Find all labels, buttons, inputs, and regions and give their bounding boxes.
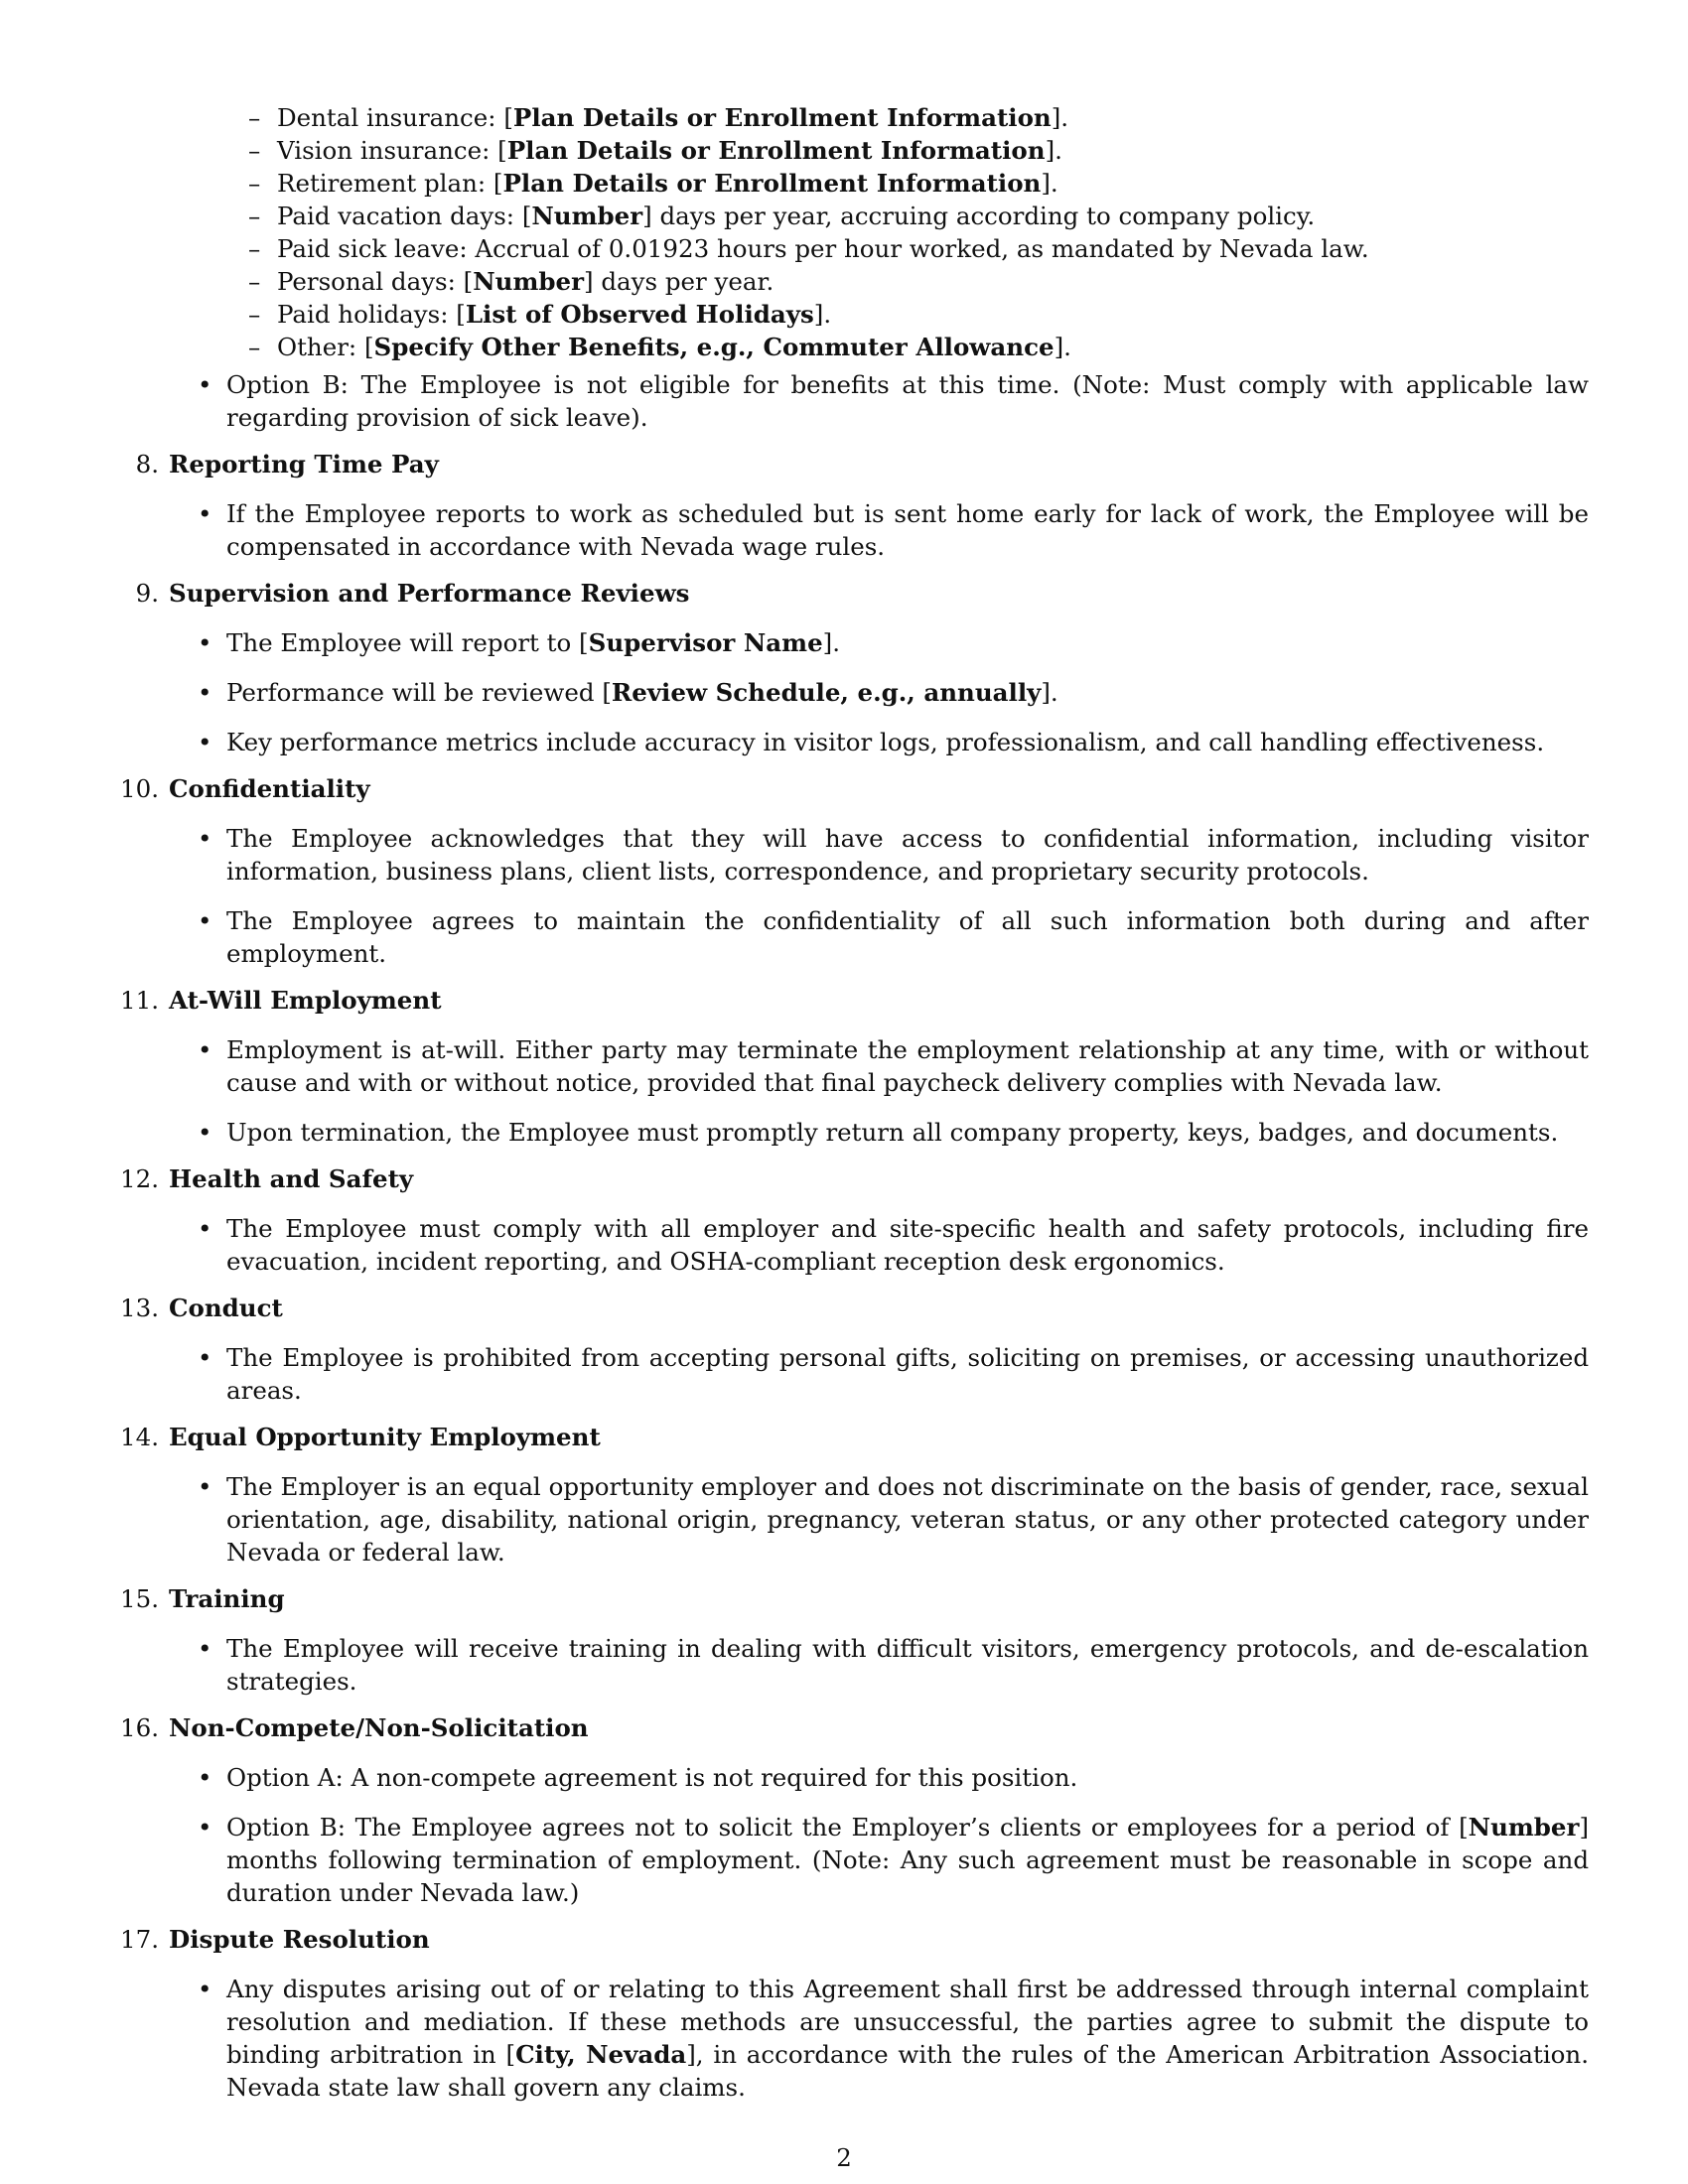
section-bullet [198,1973,1589,2104]
text-segment: Personal days: [ [277,267,474,296]
section-number: 12. [120,1164,159,1193]
bullet-marker: • [198,1813,212,1842]
text-segment: ]. [822,628,841,657]
benefit-text [277,101,1589,134]
dash-marker: – [248,234,261,263]
text-segment: Employment is at-will. Either party may terminate the employment relationship at any time, with or without cause and with or without notice, provided that final paycheck delivery complies with Nevada law. [226,1035,1589,1097]
text-segment: ] days per year, accruing according to company policy. [642,202,1316,230]
document-body [120,368,1589,2104]
text-segment: Retirement plan: [ [277,169,503,198]
dash-marker: – [248,300,261,329]
bullet-marker: • [198,1343,212,1372]
section-heading [120,772,1589,805]
dash-marker: – [248,103,261,132]
text-segment: ] days per year. [584,267,774,296]
bullet-marker: • [198,1214,212,1243]
section-title: Training [169,1584,285,1613]
bullet-marker: • [198,1763,212,1792]
benefit-item [199,167,1589,200]
section-heading [120,1923,1589,1956]
bullet-marker: • [198,824,212,853]
benefit-text [277,134,1589,167]
bullet-marker: • [198,1975,212,2003]
section-number: 13. [120,1294,159,1322]
section-bullet [198,1033,1589,1099]
section-title: Conduct [169,1294,283,1322]
section [120,1292,1589,1407]
section-number: 9. [135,579,159,608]
bullet-text [226,1973,1589,2104]
section-bullet [198,497,1589,563]
bullet-text [226,1033,1589,1099]
placeholder-field: Number [1468,1813,1580,1842]
text-segment: Other: [ [277,333,374,361]
section-heading [120,1162,1589,1195]
placeholder-field: List of Observed Holidays [465,300,814,329]
bullet-text [226,1116,1589,1149]
bullet-marker: • [198,1634,212,1663]
section [120,1582,1589,1698]
section-bullet [198,1116,1589,1149]
text-segment: The Employee will receive training in dealing with difficult visitors, emergency protocols, and de-escalation strategies. [226,1634,1589,1696]
section [135,577,1589,758]
text-segment: The Employee agrees to maintain the confidentiality of all such information both during and after employment. [226,906,1589,968]
section-number: 16. [120,1713,159,1742]
benefit-item [199,200,1589,232]
bullet-text [226,726,1589,758]
section-heading [120,1421,1589,1453]
section-number: 17. [120,1925,159,1954]
placeholder-field: Specify Other Benefits, e.g., Commuter Allowance [373,333,1055,361]
text-segment: Any disputes arising out of or relating to this Agreement shall first be addressed through internal complaint resolution and mediation. If these methods are unsuccessful, the parties agree to submit the dispute to binding arbitration in [ [226,1975,1589,2069]
placeholder-field: Review Schedule, e.g., annually [611,678,1042,707]
text-segment: Paid sick leave: Accrual of 0.01923 hours per hour worked, as mandated by Nevada law. [277,234,1369,263]
bullet-text [226,1811,1589,1909]
section-heading [135,577,1589,610]
bullet-marker: • [198,1035,212,1064]
text-segment: Performance will be reviewed [ [226,678,612,707]
text-segment: The Employer is an equal opportunity employer and does not discriminate on the basis of gender, race, sexual orientation, age, disability, national origin, pregnancy, veteran status, or any other protected category under Nevada or federal law. [226,1472,1589,1567]
benefit-item [199,265,1589,298]
bullet-marker: • [198,678,212,707]
placeholder-field: Plan Details or Enrollment Information [512,103,1052,132]
benefit-item [199,101,1589,134]
placeholder-field: City, Nevada [515,2040,687,2069]
benefit-item [199,298,1589,331]
text-segment: Option A: A non-compete agreement is not required for this position. [226,1763,1078,1792]
section [120,1923,1589,2104]
text-segment: ]. [1045,136,1062,165]
section [120,984,1589,1149]
text-segment: ]. [1041,169,1058,198]
section-title: Equal Opportunity Employment [169,1423,601,1451]
section-title: Supervision and Performance Reviews [169,579,690,608]
bullet-marker: • [198,906,212,935]
bullet-text [226,626,1589,659]
section-bullet [198,1341,1589,1407]
text-segment: The Employee is prohibited from accepting personal gifts, soliciting on premises, or accessing unauthorized areas. [226,1343,1589,1405]
section-bullet [198,676,1589,709]
section-heading [120,1582,1589,1615]
text-segment: Dental insurance: [ [277,103,513,132]
dash-marker: – [248,333,261,361]
bullet-text [226,904,1589,970]
section [135,448,1589,563]
bullet-text [226,822,1589,887]
text-segment: Upon termination, the Employee must promptly return all company property, keys, badges, and documents. [226,1118,1559,1147]
bullet-text [226,1761,1589,1794]
bullet-marker: • [198,728,212,756]
option-b-text: Option B: The Employee is not eligible for benefits at this time. (Note: Must comply with applicable law regarding provision of sick leave). [226,370,1589,432]
bullet-marker: • [198,628,212,657]
benefit-item [199,232,1589,265]
text-segment: ] months following termination of employment. (Note: Any such agreement must be reasonable in scope and duration under Nevada law.) [226,1813,1589,1907]
benefit-text [277,298,1589,331]
bullet-marker: • [198,499,212,528]
text-segment: The Employee acknowledges that they will have access to confidential information, including visitor information, business plans, client lists, correspondence, and proprietary security protocols. [226,824,1589,886]
section-title: At-Will Employment [169,986,442,1015]
section-bullet [198,904,1589,970]
text-segment: Option B: The Employee agrees not to solicit the Employer’s clients or employees for a period of [ [226,1813,1469,1842]
page-number: 2 [836,2143,852,2172]
section [120,1421,1589,1569]
section [120,1711,1589,1909]
benefit-item [199,134,1589,167]
sections-list [120,448,1589,2104]
bullet-marker: • [198,1472,212,1501]
dash-marker: – [248,267,261,296]
section-bullet [198,1470,1589,1569]
placeholder-field: Supervisor Name [588,628,823,657]
section-heading [135,448,1589,480]
benefits-option-b [198,368,1589,434]
section-bullet [198,626,1589,659]
text-segment: Paid vacation days: [ [277,202,532,230]
bullet-text [226,1212,1589,1278]
section [120,772,1589,970]
bullet-text [226,497,1589,563]
section-title: Dispute Resolution [169,1925,430,1954]
section-number: 8. [135,450,159,478]
section-number: 10. [120,774,159,803]
text-segment: The Employee will report to [ [226,628,589,657]
section-heading [120,984,1589,1017]
section-bullet [198,1811,1589,1909]
text-segment: ]. [1041,678,1058,707]
bullet-marker: • [198,370,212,399]
dash-marker: – [248,169,261,198]
benefits-sublist [199,101,1589,363]
section-number: 15. [120,1584,159,1613]
placeholder-field: Plan Details or Enrollment Information [506,136,1046,165]
bullet-text [226,1341,1589,1407]
section-bullet [198,1632,1589,1698]
bullet-text [226,1632,1589,1698]
section-bullet [198,822,1589,887]
text-segment: ]. [1054,333,1071,361]
section-title: Health and Safety [169,1164,414,1193]
benefit-text [277,265,1589,298]
dash-marker: – [248,136,261,165]
text-segment: ]. [813,300,832,329]
placeholder-field: Number [473,267,584,296]
text-segment: Paid holidays: [ [277,300,466,329]
benefit-text [277,167,1589,200]
section-title: Non-Compete/Non-Solicitation [169,1713,589,1742]
section-bullet [198,1212,1589,1278]
benefit-text [277,200,1589,232]
placeholder-field: Plan Details or Enrollment Information [502,169,1042,198]
benefit-text [277,331,1589,363]
placeholder-field: Number [531,202,643,230]
section-heading [120,1711,1589,1744]
section [120,1162,1589,1278]
bullet-text [226,676,1589,709]
benefit-text [277,232,1589,265]
section-number: 11. [120,986,159,1015]
section-heading [120,1292,1589,1324]
section-bullet [198,1761,1589,1794]
section-title: Confidentiality [169,774,370,803]
section-title: Reporting Time Pay [169,450,439,478]
text-segment: The Employee must comply with all employer and site-specific health and safety protocols, including fire evacuation, incident reporting, and OSHA-compliant reception desk ergonomics. [226,1214,1589,1276]
text-segment: Vision insurance: [ [277,136,507,165]
benefit-item [199,331,1589,363]
text-segment: ]. [1051,103,1069,132]
text-segment: If the Employee reports to work as scheduled but is sent home early for lack of work, the Employee will be compensated in accordance with Nevada wage rules. [226,499,1589,561]
dash-marker: – [248,202,261,230]
section-number: 14. [120,1423,159,1451]
text-segment: Key performance metrics include accuracy in visitor logs, professionalism, and call handling effectiveness. [226,728,1545,756]
text-segment: ], in accordance with the rules of the American Arbitration Association. Nevada state law shall govern any claims. [226,2040,1589,2102]
bullet-text [226,1470,1589,1569]
bullet-marker: • [198,1118,212,1147]
section-bullet [198,726,1589,758]
